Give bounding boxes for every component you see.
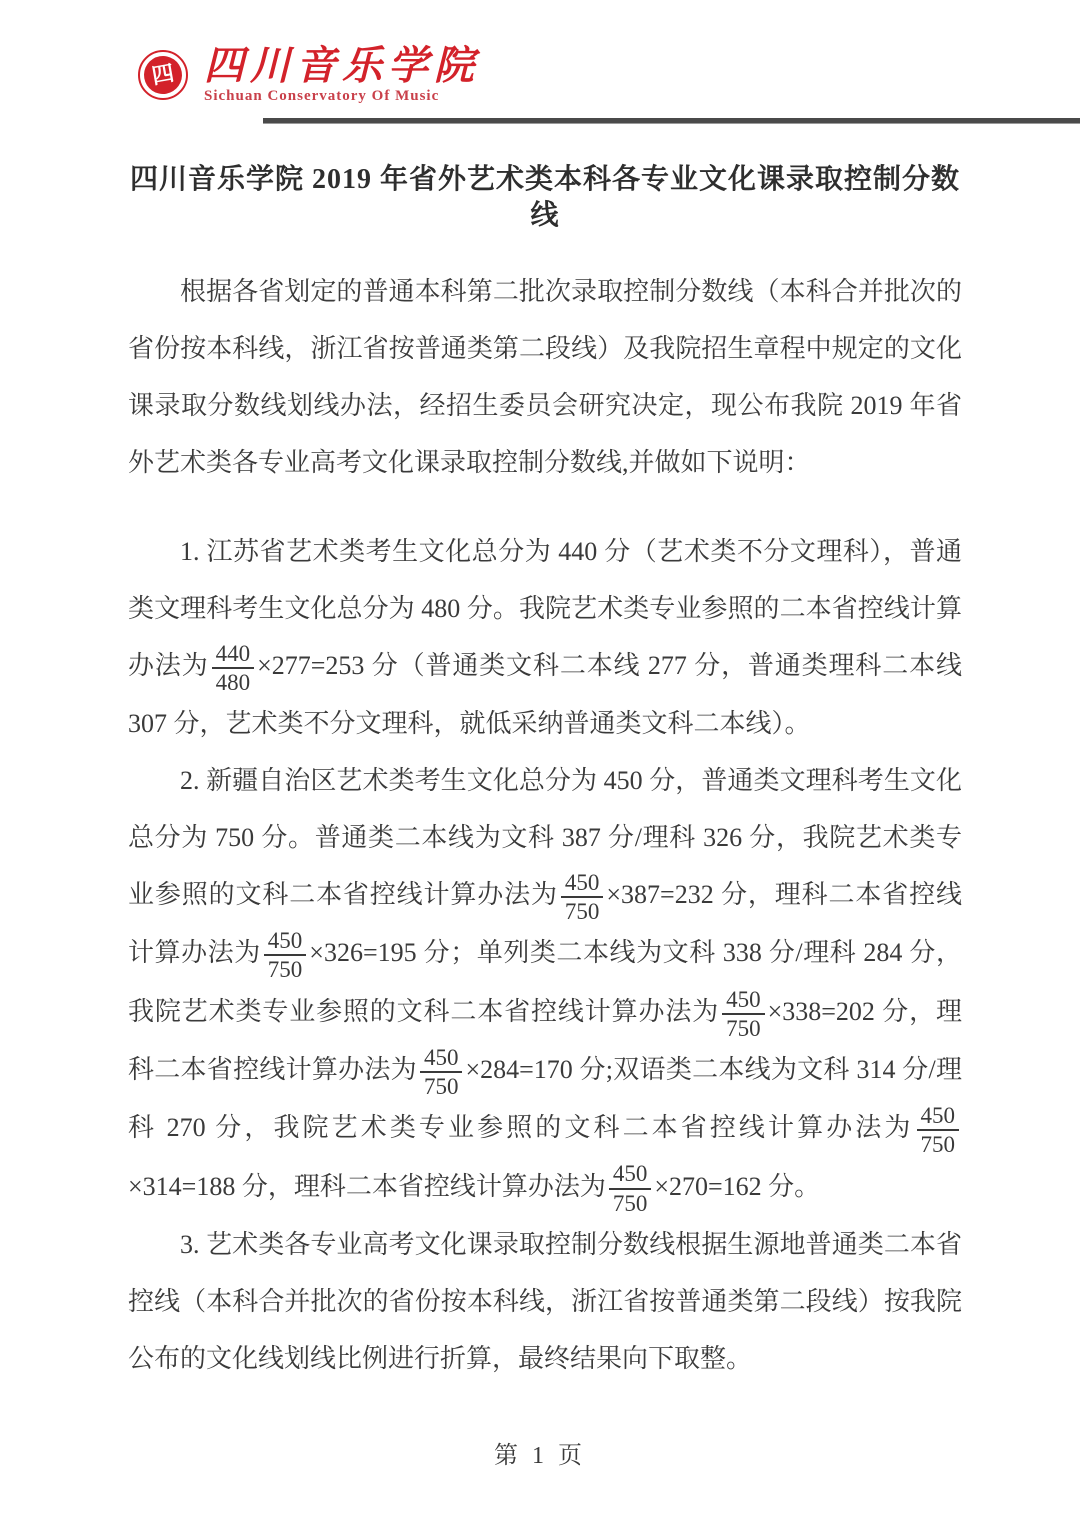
fraction-numerator: 450 — [420, 1045, 463, 1073]
intro-paragraph — [128, 263, 962, 491]
logo — [138, 44, 1080, 106]
text-run: ×338=202 分，理科二本省控线计算办法为 — [128, 996, 962, 1085]
item-3-conversion-rule — [128, 1216, 962, 1387]
fraction — [719, 987, 768, 1042]
fraction-numerator: 450 — [917, 1103, 960, 1131]
page-number: 第 1 页 — [494, 1443, 586, 1469]
header-divider — [263, 118, 1080, 124]
fraction-numerator: 450 — [264, 928, 307, 956]
fraction — [606, 1161, 655, 1216]
document-body — [128, 263, 962, 1387]
fraction-denominator: 750 — [564, 899, 600, 925]
fraction-denominator: 750 — [267, 957, 303, 983]
school-name-chinese: 四川音乐学院 — [204, 43, 480, 88]
text-run: ×387=232 分，理科二本省控线计算办法为 — [128, 880, 962, 968]
fraction-denominator: 750 — [612, 1190, 648, 1216]
item-2-xinjiang — [128, 752, 962, 1216]
letterhead — [0, 0, 1080, 124]
fraction-denominator: 750 — [920, 1132, 955, 1158]
page-title: 四川音乐学院 2019 年省外艺术类本科各专业文化课录取控制分数线 — [129, 164, 960, 232]
school-seal-icon — [138, 50, 188, 100]
logo-text — [204, 45, 480, 105]
fraction — [914, 1103, 963, 1158]
text-run: ×314=188 分，理科二本省控线计算办法为 — [128, 1171, 606, 1201]
text-run: ×326=195 分；单列类二本线为文科 338 分/理科 284 分，我院艺术类专业参照的文科二本省控线计算办法为 — [128, 938, 962, 1026]
item-1-jiangsu — [128, 523, 962, 752]
text-run: ×270=162 分。 — [654, 1171, 821, 1201]
text-run: ×284=170 分;双语类二本线为文科 314 分/理科 270 分，我院艺术类专业参照的文科二本省控线计算办法为 — [128, 1055, 962, 1143]
text-run: 根据各省划定的普通本科第二批次录取控制分数线（本科合并批次的省份按本科线，浙江省按普通类第二段线）及我院招生章程中规定的文化课录取分数线划线办法，经招生委员会研究决定，现公布我院 2019 年省外艺术类各专业高考文化课录取控制分数线,并做如下说明： — [128, 276, 962, 477]
text-run: 1. 江苏省艺术类考生文化总分为 440 分（艺术类不分文理科），普通类文理科考生文化总分为 480 分。我院艺术类专业参照的二本省控线计算办法为 — [128, 536, 962, 680]
fraction — [261, 928, 310, 983]
school-name-english: Sichuan Conservatory Of Music — [204, 88, 440, 104]
fraction-numerator: 440 — [212, 641, 255, 669]
page-footer — [0, 1435, 1080, 1470]
fraction — [417, 1045, 466, 1100]
seal-glyph: 四 — [141, 53, 185, 97]
text-run: ×277=253 分（普通类文科二本线 277 分，普通类理科二本线 307 分，艺术类不分文理科，就低采纳普通类文科二本线）。 — [128, 650, 962, 739]
fraction-numerator: 450 — [722, 987, 765, 1015]
fraction-denominator: 480 — [215, 669, 251, 695]
fraction — [209, 641, 258, 696]
fraction-denominator: 750 — [423, 1074, 459, 1100]
text-run: 2. 新疆自治区艺术类考生文化总分为 450 分，普通类文理科考生文化总分为 750 分。普通类二本线为文科 387 分/理科 326 分，我院艺术类专业参照的文科二本省控线计算办法为 — [128, 766, 962, 910]
fraction-numerator: 450 — [609, 1161, 652, 1189]
text-run: 3. 艺术类各专业高考文化课录取控制分数线根据生源地普通类二本省控线（本科合并批次的省份按本科线，浙江省按普通类第二段线）按我院公布的文化线划线比例进行折算，最终结果向下取整。 — [128, 1230, 962, 1374]
fraction — [558, 870, 607, 925]
fraction-numerator: 450 — [561, 870, 604, 898]
fraction-denominator: 750 — [726, 1015, 761, 1041]
